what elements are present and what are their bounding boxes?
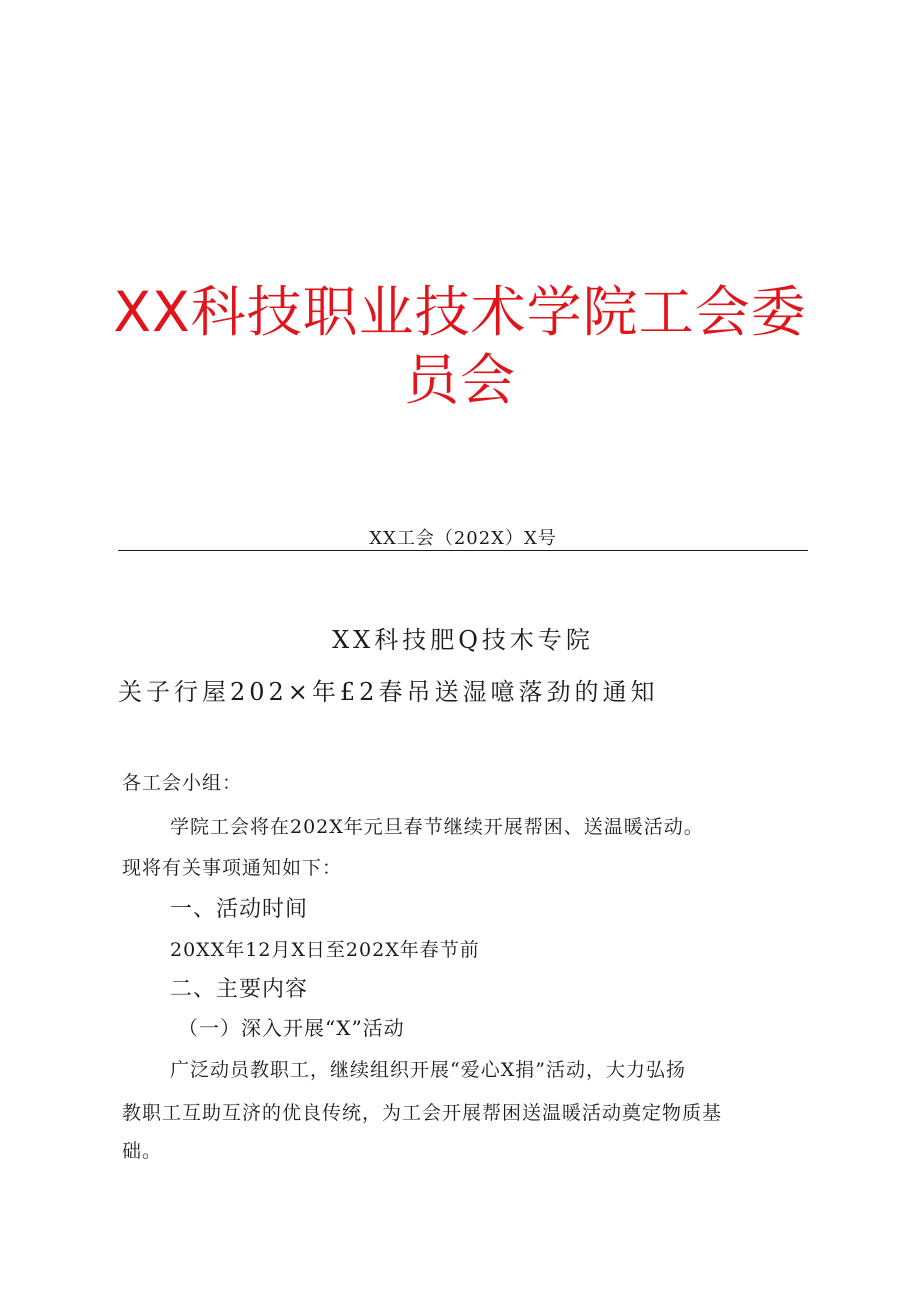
para1-line1: 广泛动员教职工，继续组织开展“爱心X捐”活动，大力弘扬 xyxy=(170,1059,686,1081)
section2-heading: 二、主要内容 xyxy=(170,977,309,1002)
intro-line1: 学院工会将在202X年元旦春节继续开展帮困、送温暖活动。 xyxy=(170,816,704,838)
header-divider xyxy=(118,550,808,551)
salutation: 各工会小组： xyxy=(122,772,243,794)
intro-line2: 现将有关事项通知如下： xyxy=(122,857,343,879)
section1-text: 20XX年12月X日至202X年春节前 xyxy=(170,939,480,961)
notice-title-line1: XX科技肥Q技木专院 xyxy=(332,626,594,654)
issuing-organization-header xyxy=(110,278,810,414)
notice-title-line2: 关子行屋202×年£2春吊送湿噫落劲的通知 xyxy=(118,678,659,706)
org-name-line1: XX科技职业技术学院工会委 xyxy=(113,280,807,344)
org-name-line2: 员会 xyxy=(403,348,516,412)
section1-heading: 一、活动时间 xyxy=(170,897,309,922)
subsection1-heading: （一）深入开展“X”活动 xyxy=(178,1016,405,1040)
para1-line3: 础。 xyxy=(122,1140,163,1162)
para1-line2: 教职工互助互济的优良传统，为工会开展帮困送温暖活动奠定物质基 xyxy=(122,1102,723,1124)
document-number: XX工会（202X）X号 xyxy=(369,528,557,549)
